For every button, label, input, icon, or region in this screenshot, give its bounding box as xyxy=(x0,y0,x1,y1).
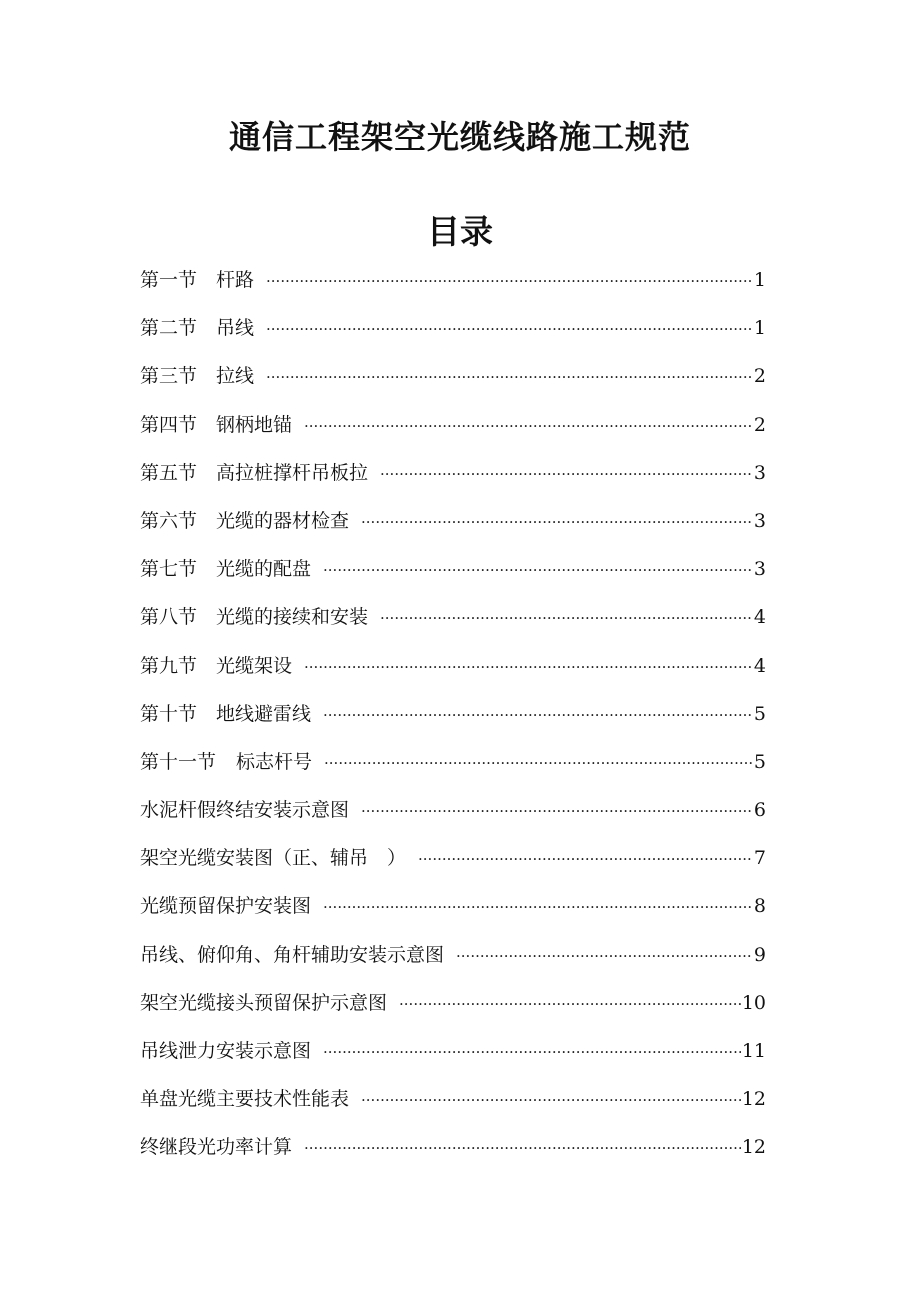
toc-entry[interactable] xyxy=(140,407,766,455)
toc-page-number: 9 xyxy=(753,943,766,966)
toc-entry-number: 第一节 xyxy=(140,269,198,291)
toc-page-number: 1 xyxy=(753,269,766,291)
toc-dot-leader xyxy=(361,793,753,829)
toc-entry[interactable] xyxy=(140,744,766,792)
toc-entry[interactable] xyxy=(140,985,766,1033)
table-of-contents xyxy=(140,262,766,1178)
toc-page-number: 3 xyxy=(753,558,766,581)
toc-entry-label xyxy=(140,1129,304,1165)
toc-page-number: 4 xyxy=(753,654,766,677)
toc-entry-title: 架空光缆接头预留保护示意图 xyxy=(140,991,388,1014)
toc-page-number: 11 xyxy=(741,1040,766,1062)
toc-entry-label xyxy=(140,888,323,924)
toc-entry-title: 光缆的接续和安装 xyxy=(216,606,369,629)
toc-entry[interactable] xyxy=(140,1033,766,1081)
toc-entry-label xyxy=(140,1081,361,1117)
toc-entry-label xyxy=(140,840,418,876)
toc-page-number: 1 xyxy=(753,317,766,340)
toc-entry[interactable] xyxy=(140,840,766,888)
toc-page-number: 7 xyxy=(753,847,766,870)
toc-dot-leader xyxy=(266,263,753,299)
toc-entry-title: 光缆的配盘 xyxy=(216,558,312,581)
toc-entry-title: 光缆预留保护安装图 xyxy=(140,895,312,918)
toc-entry-title: 杆路 xyxy=(216,269,255,291)
toc-dot-leader xyxy=(304,649,753,685)
toc-dot-leader xyxy=(266,311,753,347)
toc-entry-number: 第七节 xyxy=(140,558,198,581)
toc-entry-label xyxy=(140,792,361,828)
toc-page-number: 2 xyxy=(753,413,766,436)
toc-entry-label xyxy=(140,310,266,346)
toc-dot-leader xyxy=(304,408,753,444)
toc-dot-leader xyxy=(456,938,753,974)
toc-entry-label xyxy=(140,358,266,394)
toc-entry-number: 第八节 xyxy=(140,606,198,629)
toc-entry-number: 第五节 xyxy=(140,461,198,484)
toc-entry-label xyxy=(140,985,399,1021)
toc-entry-title: 架空光缆安装图（正、辅吊 ） xyxy=(140,847,407,870)
toc-page-number: 5 xyxy=(753,750,766,773)
toc-page-number: 6 xyxy=(753,799,766,822)
toc-entry-title: 终继段光功率计算 xyxy=(140,1136,293,1159)
toc-entry-title: 拉线 xyxy=(216,365,255,388)
toc-entry-label xyxy=(140,937,456,973)
toc-entry-title: 水泥杆假终结安装示意图 xyxy=(140,799,350,822)
toc-dot-leader xyxy=(304,1130,741,1166)
toc-entry-title: 光缆架设 xyxy=(216,654,293,677)
toc-dot-leader xyxy=(323,697,753,733)
toc-dot-leader xyxy=(324,745,753,781)
toc-entry-title: 钢柄地锚 xyxy=(216,413,293,436)
toc-entry-title: 吊线泄力安装示意图 xyxy=(140,1040,312,1062)
toc-entry-label xyxy=(140,455,380,491)
toc-entry-number: 第六节 xyxy=(140,509,198,532)
toc-entry-number: 第二节 xyxy=(140,317,198,340)
toc-entry-label xyxy=(140,407,304,443)
toc-entry-number: 第三节 xyxy=(140,365,198,388)
toc-entry-label xyxy=(140,551,323,587)
toc-page-number: 3 xyxy=(753,509,766,532)
toc-entry-number: 第四节 xyxy=(140,413,198,436)
toc-entry[interactable] xyxy=(140,888,766,936)
toc-dot-leader xyxy=(418,841,753,877)
toc-entry[interactable] xyxy=(140,937,766,985)
toc-entry-number: 第十一节 xyxy=(140,750,217,773)
toc-page-number: 5 xyxy=(753,702,766,725)
toc-entry-label xyxy=(140,1033,323,1069)
toc-dot-leader xyxy=(361,1082,741,1118)
toc-entry-label xyxy=(140,744,324,780)
toc-dot-leader xyxy=(323,889,753,925)
toc-entry-title: 吊线、俯仰角、角杆辅助安装示意图 xyxy=(140,943,445,966)
toc-entry[interactable] xyxy=(140,310,766,358)
toc-dot-leader xyxy=(361,504,753,540)
toc-entry[interactable] xyxy=(140,1081,766,1129)
toc-page-number: 10 xyxy=(741,991,766,1014)
toc-entry-title: 地线避雷线 xyxy=(216,702,312,725)
toc-entry[interactable] xyxy=(140,696,766,744)
toc-entry-number: 第九节 xyxy=(140,654,198,677)
toc-entry[interactable] xyxy=(140,358,766,406)
document-title: 通信工程架空光缆线路施工规范 xyxy=(228,118,691,156)
toc-dot-leader xyxy=(399,986,741,1022)
toc-entry[interactable] xyxy=(140,455,766,503)
toc-page-number: 2 xyxy=(753,365,766,388)
toc-dot-leader xyxy=(380,456,753,492)
toc-entry-title: 单盘光缆主要技术性能表 xyxy=(140,1088,350,1111)
toc-entry-title: 标志杆号 xyxy=(236,750,313,773)
toc-entry-title: 光缆的器材检查 xyxy=(216,509,350,532)
toc-entry[interactable] xyxy=(140,648,766,696)
toc-entry[interactable] xyxy=(140,792,766,840)
toc-entry-label xyxy=(140,503,361,539)
toc-entry-label xyxy=(140,696,323,732)
toc-page-number: 4 xyxy=(753,606,766,629)
toc-entry[interactable] xyxy=(140,551,766,599)
toc-page-number: 12 xyxy=(741,1088,766,1111)
toc-page-number: 3 xyxy=(753,461,766,484)
toc-entry-label xyxy=(140,648,304,684)
toc-entry[interactable] xyxy=(140,1129,766,1177)
toc-dot-leader xyxy=(380,600,753,636)
toc-dot-leader xyxy=(323,1034,741,1070)
toc-page-number: 8 xyxy=(753,895,766,918)
toc-entry[interactable] xyxy=(140,599,766,647)
toc-entry-title: 高拉桩撑杆吊板拉 xyxy=(216,461,369,484)
toc-heading: 目录 xyxy=(427,212,493,251)
toc-entry[interactable] xyxy=(140,262,766,310)
toc-entry-number: 第十节 xyxy=(140,702,198,725)
toc-entry[interactable] xyxy=(140,503,766,551)
toc-dot-leader xyxy=(266,359,753,395)
toc-entry-title: 吊线 xyxy=(216,317,255,340)
toc-page-number: 12 xyxy=(741,1136,766,1159)
toc-entry-label xyxy=(140,262,266,298)
toc-dot-leader xyxy=(323,552,753,588)
toc-entry-label xyxy=(140,599,380,635)
